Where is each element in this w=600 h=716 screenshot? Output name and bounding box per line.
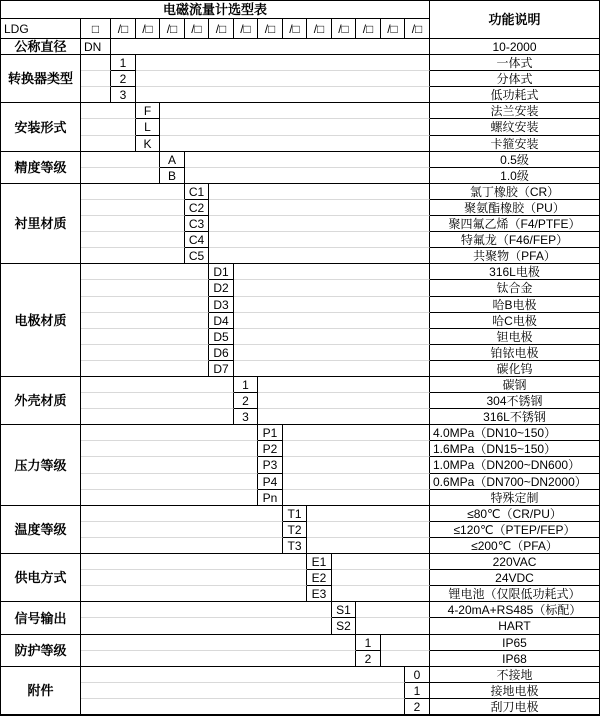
code-cell: F (136, 103, 160, 119)
category-label: 衬里材质 (1, 184, 81, 264)
function-desc: 低功耗式 (430, 87, 599, 103)
function-desc: 10-2000 (430, 39, 599, 55)
empty-cell (136, 87, 430, 103)
model-slot: /□ (283, 19, 307, 39)
category-label: 精度等级 (1, 152, 81, 184)
category-label: 供电方式 (1, 554, 81, 602)
empty-cell (81, 506, 283, 522)
code-cell: 1 (405, 683, 430, 699)
empty-cell (81, 329, 209, 345)
empty-cell (81, 457, 258, 474)
code-cell: D3 (209, 297, 234, 313)
empty-cell (81, 345, 209, 361)
model-prefix: LDG (1, 19, 81, 39)
empty-cell (332, 554, 430, 570)
empty-cell (81, 184, 185, 200)
empty-cell (81, 538, 283, 554)
function-desc: 锂电池（仅限低功耗式） (430, 586, 599, 602)
code-cell: E2 (307, 570, 332, 586)
function-desc: 316L电极 (430, 264, 599, 280)
empty-cell (81, 168, 160, 184)
model-slot: /□ (332, 19, 356, 39)
empty-cell (81, 313, 209, 329)
code-cell: 0 (405, 667, 430, 683)
empty-cell (81, 425, 258, 441)
function-desc: 碳钢 (430, 377, 599, 393)
empty-cell (81, 297, 209, 313)
code-cell: 2 (356, 651, 381, 667)
empty-cell (81, 441, 258, 457)
empty-cell (81, 216, 185, 232)
empty-cell (283, 474, 430, 490)
code-cell: A (160, 152, 185, 168)
empty-cell (81, 570, 307, 586)
code-cell: E1 (307, 554, 332, 570)
code-cell: P3 (258, 457, 283, 474)
code-cell: P4 (258, 474, 283, 490)
empty-cell (81, 71, 111, 87)
code-cell: C1 (185, 184, 209, 200)
empty-cell (283, 490, 430, 506)
empty-cell (81, 119, 136, 136)
empty-cell (356, 602, 430, 618)
code-cell: 2 (234, 393, 258, 409)
function-desc: 碳化钨 (430, 361, 599, 377)
code-cell: 3 (111, 87, 136, 103)
empty-cell (81, 635, 356, 651)
code-cell: T1 (283, 506, 307, 522)
category-label: 压力等级 (1, 425, 81, 506)
function-desc: 聚氨酯橡胶（PU） (430, 200, 599, 216)
code-cell: 3 (234, 409, 258, 425)
function-desc: 0.5级 (430, 152, 599, 168)
function-desc: 聚四氟乙烯（F4/PTFE） (430, 216, 599, 232)
table-title: 电磁流量计选型表 (1, 1, 430, 19)
category-label: 防护等级 (1, 635, 81, 667)
empty-cell (81, 361, 209, 377)
code-cell: L (136, 119, 160, 136)
code-cell: T2 (283, 522, 307, 538)
code-cell: C3 (185, 216, 209, 232)
model-slot: /□ (307, 19, 332, 39)
code-cell: T3 (283, 538, 307, 554)
empty-cell (160, 103, 430, 119)
code-cell: D7 (209, 361, 234, 377)
function-column-header: 功能说明 (430, 1, 599, 39)
empty-cell (81, 248, 185, 264)
empty-cell (81, 409, 234, 425)
empty-cell (307, 538, 430, 554)
function-desc: 1.0级 (430, 168, 599, 184)
empty-cell (136, 55, 430, 71)
function-desc: 4-20mA+RS485（标配） (430, 602, 599, 618)
empty-cell (81, 55, 111, 71)
function-desc: 螺纹安装 (430, 119, 599, 136)
empty-cell (209, 184, 430, 200)
empty-cell (234, 361, 430, 377)
model-slot: /□ (258, 19, 283, 39)
model-slot: /□ (185, 19, 209, 39)
empty-cell (81, 200, 185, 216)
model-slot: /□ (356, 19, 381, 39)
function-desc: 钛合金 (430, 280, 599, 297)
empty-cell (81, 232, 185, 248)
code-cell: B (160, 168, 185, 184)
empty-cell (185, 152, 430, 168)
empty-cell (81, 377, 234, 393)
function-desc: 分体式 (430, 71, 599, 87)
model-slot: /□ (209, 19, 234, 39)
empty-cell (81, 554, 307, 570)
empty-cell (209, 216, 430, 232)
empty-cell (209, 200, 430, 216)
empty-cell (81, 136, 136, 152)
function-desc: 接地电极 (430, 683, 599, 699)
code-cell: DN (81, 39, 111, 55)
empty-cell (234, 329, 430, 345)
function-desc: 特氟龙（F46/FEP） (430, 232, 599, 248)
function-desc: 氯丁橡胶（CR） (430, 184, 599, 200)
code-cell: 1 (356, 635, 381, 651)
model-slot: /□ (405, 19, 430, 39)
code-cell: P2 (258, 441, 283, 457)
function-desc: 不接地 (430, 667, 599, 683)
category-label: 转换器类型 (1, 55, 81, 103)
function-desc: 哈B电极 (430, 297, 599, 313)
function-desc: 共聚物（PFA） (430, 248, 599, 264)
empty-cell (234, 345, 430, 361)
function-desc: 卡箍安装 (430, 136, 599, 152)
function-desc: 220VAC (430, 554, 599, 570)
category-label: 公称直径 (1, 39, 81, 55)
empty-cell (111, 39, 430, 55)
empty-cell (356, 618, 430, 635)
function-desc: 1.0MPa（DN200~DN600） (430, 457, 599, 474)
code-cell: D4 (209, 313, 234, 329)
model-slot: /□ (111, 19, 136, 39)
code-cell: S1 (332, 602, 356, 618)
empty-cell (209, 248, 430, 264)
code-cell: C2 (185, 200, 209, 216)
empty-cell (81, 152, 160, 168)
function-desc: 304不锈钢 (430, 393, 599, 409)
empty-cell (307, 506, 430, 522)
empty-cell (81, 699, 405, 715)
model-slot: /□ (234, 19, 258, 39)
function-desc: 铂铱电极 (430, 345, 599, 361)
empty-cell (185, 168, 430, 184)
code-cell: C5 (185, 248, 209, 264)
function-desc: 法兰安装 (430, 103, 599, 119)
function-desc: 哈C电极 (430, 313, 599, 329)
function-desc: 0.6MPa（DN700~DN2000） (430, 474, 599, 490)
category-label: 温度等级 (1, 506, 81, 554)
function-desc: 一体式 (430, 55, 599, 71)
empty-cell (283, 457, 430, 474)
empty-cell (283, 425, 430, 441)
empty-cell (234, 264, 430, 280)
empty-cell (258, 393, 430, 409)
empty-cell (283, 441, 430, 457)
function-desc: 刮刀电极 (430, 699, 599, 715)
category-label: 安装形式 (1, 103, 81, 152)
function-desc: 1.6MPa（DN15~150） (430, 441, 599, 457)
category-label: 附件 (1, 667, 81, 715)
empty-cell (81, 393, 234, 409)
empty-cell (136, 71, 430, 87)
empty-cell (332, 570, 430, 586)
empty-cell (81, 683, 405, 699)
empty-cell (234, 297, 430, 313)
code-cell: D1 (209, 264, 234, 280)
empty-cell (81, 87, 111, 103)
code-cell: K (136, 136, 160, 152)
empty-cell (234, 313, 430, 329)
function-desc: ≤80℃（CR/PU） (430, 506, 599, 522)
model-slot: /□ (160, 19, 185, 39)
empty-cell (81, 103, 136, 119)
model-slot: /□ (136, 19, 160, 39)
empty-cell (81, 522, 283, 538)
code-cell: 2 (111, 71, 136, 87)
code-cell: Pn (258, 490, 283, 506)
empty-cell (258, 377, 430, 393)
code-cell: 2 (405, 699, 430, 715)
code-cell: 1 (111, 55, 136, 71)
code-cell: D6 (209, 345, 234, 361)
function-desc: IP68 (430, 651, 599, 667)
category-label: 信号输出 (1, 602, 81, 635)
function-desc: 钽电极 (430, 329, 599, 345)
function-desc: IP65 (430, 635, 599, 651)
empty-cell (81, 280, 209, 297)
empty-cell (381, 635, 430, 651)
empty-cell (81, 618, 332, 635)
function-desc: ≤200℃（PFA） (430, 538, 599, 554)
empty-cell (160, 119, 430, 136)
empty-cell (234, 280, 430, 297)
code-cell: D2 (209, 280, 234, 297)
code-cell: S2 (332, 618, 356, 635)
empty-cell (332, 586, 430, 602)
empty-cell (307, 522, 430, 538)
code-cell: E3 (307, 586, 332, 602)
function-desc: 4.0MPa（DN10~150） (430, 425, 599, 441)
empty-cell (81, 490, 258, 506)
code-cell: 1 (234, 377, 258, 393)
function-desc: HART (430, 618, 599, 635)
model-first-box: □ (81, 19, 111, 39)
empty-cell (81, 474, 258, 490)
empty-cell (160, 136, 430, 152)
category-label: 电极材质 (1, 264, 81, 377)
function-desc: 316L不锈钢 (430, 409, 599, 425)
empty-cell (81, 651, 356, 667)
empty-cell (81, 586, 307, 602)
function-desc: 特殊定制 (430, 490, 599, 506)
empty-cell (81, 602, 332, 618)
category-label: 外壳材质 (1, 377, 81, 425)
empty-cell (381, 651, 430, 667)
empty-cell (209, 232, 430, 248)
model-slot: /□ (381, 19, 405, 39)
code-cell: D5 (209, 329, 234, 345)
function-desc: ≤120℃（PTEP/FEP） (430, 522, 599, 538)
code-cell: C4 (185, 232, 209, 248)
empty-cell (81, 264, 209, 280)
empty-cell (258, 409, 430, 425)
code-cell: P1 (258, 425, 283, 441)
empty-cell (81, 667, 405, 683)
function-desc: 24VDC (430, 570, 599, 586)
